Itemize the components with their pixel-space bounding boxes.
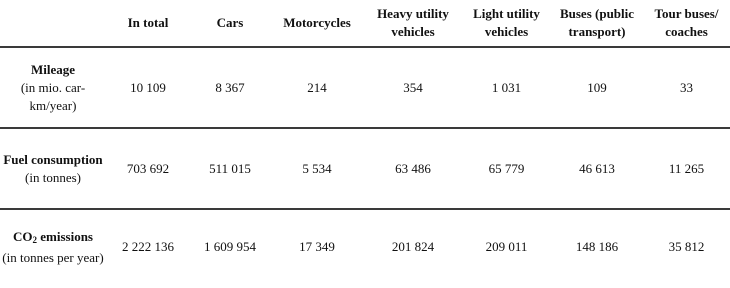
table-cell: 1 031 (462, 47, 551, 128)
header-cars: Cars (190, 0, 270, 47)
table-cell: 214 (270, 47, 364, 128)
table-cell: 46 613 (551, 128, 643, 209)
row-title (2, 228, 104, 249)
table-row-fuel-consumption (0, 128, 730, 209)
header-motorcycles: Motorcycles (270, 0, 364, 47)
table-cell: 35 812 (668, 239, 705, 254)
header-light-utility-vehicles: Light utility vehicles (462, 0, 551, 47)
row-title: Mileage (30, 61, 76, 77)
row-title-prefix: CO (13, 228, 33, 244)
table-cell: 1 609 954 (204, 239, 256, 254)
table-cell: 109 (551, 47, 643, 128)
table-cell: 63 486 (364, 128, 462, 209)
table-cell: 10 109 (106, 47, 190, 128)
row-title-suffix: emissions (37, 228, 93, 244)
row-subtitle: (in tonnes per year) (2, 249, 104, 265)
table-cell: 5 534 (270, 128, 364, 209)
row-subtitle: (in tonnes) (25, 169, 81, 185)
table-cell: 354 (364, 47, 462, 128)
table-row-mileage (0, 47, 730, 128)
row-title: Fuel consumption (3, 151, 103, 167)
row-header-fuel-consumption (0, 128, 106, 209)
header-in-total: In total (106, 0, 190, 47)
table-cell: 201 824 (391, 239, 435, 254)
table-cell: 33 (643, 47, 730, 128)
row-title-subscript: 2 (32, 234, 37, 245)
row-subtitle: (in mio. car-km/year) (20, 79, 86, 113)
table-cell: 8 367 (190, 47, 270, 128)
row-header-mileage (0, 47, 106, 128)
table-cell: 148 186 (575, 239, 619, 254)
table-cell: 2 222 136 (122, 239, 174, 254)
table-cell: 17 349 (299, 239, 335, 254)
header-heavy-utility-vehicles: Heavy utility vehicles (364, 0, 462, 47)
table-cell: 511 015 (190, 128, 270, 209)
table-cell: 209 011 (485, 239, 528, 254)
table-cell: 65 779 (462, 128, 551, 209)
table-cell: 11 265 (643, 128, 730, 209)
row-header-co2-emissions (0, 209, 106, 284)
header-row (0, 0, 730, 47)
table-row-co2-emissions (0, 209, 730, 284)
header-tour-buses-coaches: Tour buses/ coaches (643, 0, 730, 47)
header-buses-public-transport: Buses (public transport) (551, 0, 643, 47)
table-cell: 703 692 (106, 128, 190, 209)
header-empty-cell (0, 0, 106, 47)
